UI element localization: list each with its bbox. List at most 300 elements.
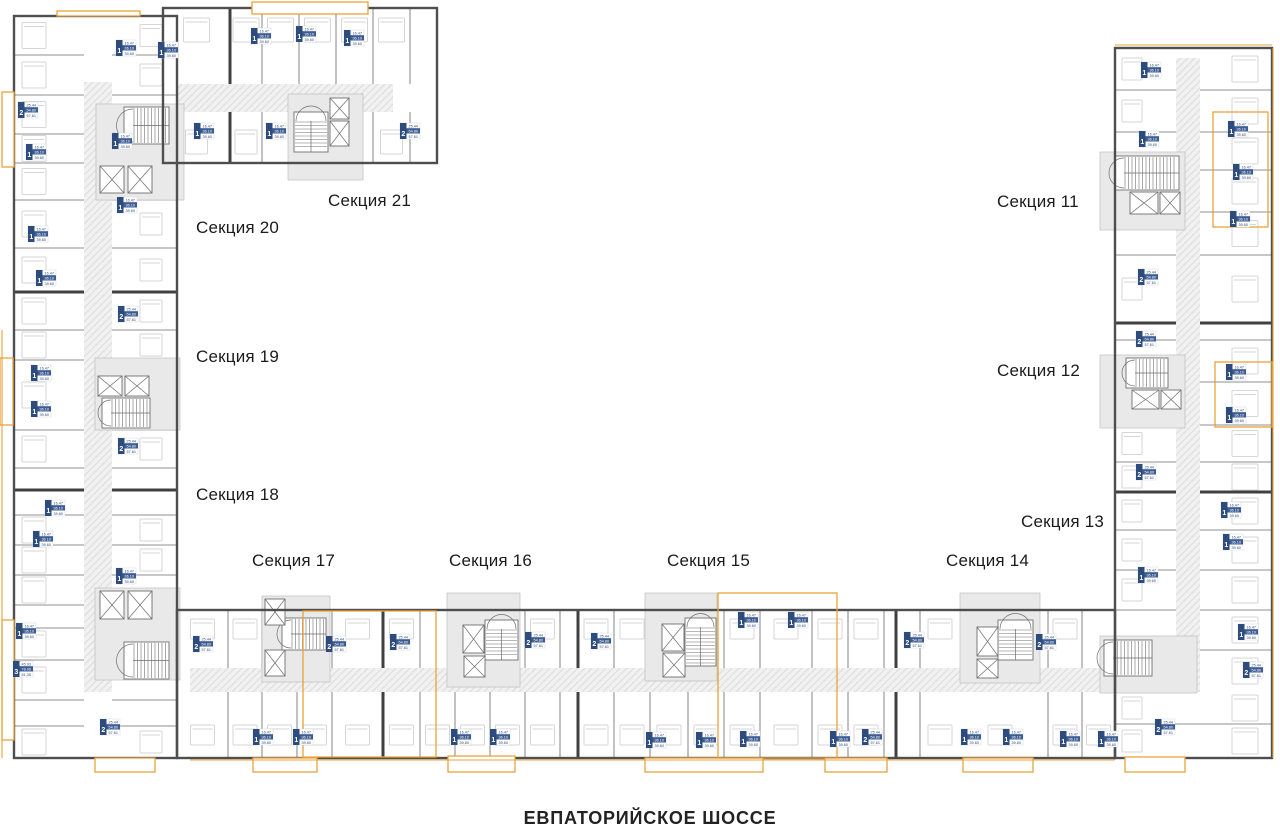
- svg-text:39.60: 39.60: [304, 37, 315, 42]
- svg-text:54.80: 54.80: [1044, 640, 1055, 645]
- svg-text:39.60: 39.60: [1246, 635, 1257, 640]
- svg-text:39.60: 39.60: [748, 742, 759, 747]
- svg-text:2: 2: [119, 446, 124, 454]
- svg-text:2: 2: [194, 644, 199, 652]
- svg-text:16.47: 16.47: [1011, 730, 1022, 735]
- svg-text:2: 2: [401, 131, 406, 139]
- apartment-badge[interactable]: [1155, 719, 1175, 735]
- apartment-badge[interactable]: [1233, 164, 1253, 180]
- svg-text:39.60: 39.60: [1229, 513, 1240, 518]
- svg-text:57.61: 57.61: [599, 644, 610, 649]
- svg-text:39.60: 39.60: [1149, 73, 1160, 78]
- apartment-badge[interactable]: [45, 500, 65, 516]
- apartment-badge[interactable]: [740, 731, 760, 747]
- svg-text:36.10: 36.10: [202, 129, 213, 134]
- svg-text:25.44: 25.44: [912, 633, 923, 638]
- apartment-badge[interactable]: [1230, 211, 1250, 227]
- svg-text:36.10: 36.10: [969, 735, 980, 740]
- svg-text:1: 1: [159, 50, 164, 58]
- svg-text:57.61: 57.61: [108, 730, 119, 735]
- svg-text:57.61: 57.61: [26, 113, 37, 118]
- apartment-badge[interactable]: [451, 729, 471, 745]
- svg-text:39.60: 39.60: [654, 743, 665, 748]
- svg-text:39.60: 39.60: [53, 511, 64, 516]
- svg-text:36.10: 36.10: [274, 129, 285, 134]
- svg-text:16.47: 16.47: [1229, 503, 1240, 508]
- svg-text:36.10: 36.10: [39, 371, 50, 376]
- svg-text:36.10: 36.10: [748, 737, 759, 742]
- apartment-badge[interactable]: [266, 123, 286, 139]
- apartment-badge[interactable]: [961, 729, 981, 745]
- svg-text:16.47: 16.47: [1147, 132, 1158, 137]
- svg-text:16.47: 16.47: [44, 271, 55, 276]
- svg-text:16.47: 16.47: [120, 134, 131, 139]
- svg-text:1: 1: [1061, 739, 1066, 747]
- svg-text:36.10: 36.10: [301, 735, 312, 740]
- section-label-13: Секция 13: [1021, 512, 1105, 531]
- svg-text:2: 2: [119, 314, 124, 322]
- svg-text:36.10: 36.10: [261, 735, 272, 740]
- svg-text:1: 1: [37, 278, 42, 286]
- svg-text:2: 2: [526, 640, 531, 648]
- svg-text:2: 2: [327, 644, 332, 652]
- svg-text:39.60: 39.60: [838, 742, 849, 747]
- svg-text:78.06: 78.06: [21, 667, 32, 672]
- apartment-badge[interactable]: [116, 568, 136, 584]
- section-label-15: Секция 15: [667, 551, 751, 570]
- svg-text:2: 2: [1037, 642, 1042, 650]
- apartment-badge[interactable]: [344, 30, 364, 46]
- apartment-badge[interactable]: [1036, 634, 1056, 650]
- svg-text:25.44: 25.44: [398, 635, 409, 640]
- apartment-badge[interactable]: [116, 40, 136, 56]
- svg-text:39.60: 39.60: [166, 53, 177, 58]
- apartment-badge[interactable]: [1136, 331, 1156, 347]
- svg-text:36.10: 36.10: [1146, 573, 1157, 578]
- svg-text:16.47: 16.47: [304, 27, 315, 32]
- svg-text:2: 2: [592, 641, 597, 649]
- svg-text:57.61: 57.61: [126, 317, 137, 322]
- svg-text:25.44: 25.44: [1144, 332, 1155, 337]
- svg-text:39.60: 39.60: [1234, 375, 1245, 380]
- svg-text:39.60: 39.60: [261, 740, 272, 745]
- svg-text:2: 2: [1137, 472, 1142, 480]
- apartment-badge[interactable]: [1136, 464, 1156, 480]
- svg-text:39.60: 39.60: [274, 134, 285, 139]
- svg-text:57.61: 57.61: [1144, 475, 1155, 480]
- svg-text:16.47: 16.47: [274, 124, 285, 129]
- svg-text:39.60: 39.60: [969, 740, 980, 745]
- svg-text:39.60: 39.60: [259, 39, 270, 44]
- svg-text:36.10: 36.10: [459, 735, 470, 740]
- svg-text:2: 2: [391, 642, 396, 650]
- svg-text:39.60: 39.60: [44, 281, 55, 286]
- apartment-badge[interactable]: [193, 636, 213, 652]
- svg-text:39.60: 39.60: [704, 743, 715, 748]
- svg-text:16.47: 16.47: [459, 730, 470, 735]
- apartment-badge[interactable]: [1226, 407, 1246, 423]
- svg-text:36.10: 36.10: [1246, 630, 1257, 635]
- svg-text:39.60: 39.60: [1011, 740, 1022, 745]
- svg-text:36.10: 36.10: [166, 48, 177, 53]
- apartment-badge[interactable]: [28, 226, 48, 242]
- svg-text:16.47: 16.47: [39, 366, 50, 371]
- svg-text:54.80: 54.80: [1146, 275, 1157, 280]
- apartment-badge[interactable]: [1221, 502, 1241, 518]
- svg-text:36.10: 36.10: [44, 276, 55, 281]
- svg-text:1: 1: [962, 737, 967, 745]
- svg-text:54.80: 54.80: [1163, 725, 1174, 730]
- svg-text:2: 2: [101, 727, 106, 735]
- apartment-badge[interactable]: [390, 634, 410, 650]
- svg-text:2: 2: [905, 640, 910, 648]
- svg-text:16.47: 16.47: [1234, 408, 1245, 413]
- svg-text:39.60: 39.60: [1146, 578, 1157, 583]
- apartment-badge[interactable]: [13, 661, 33, 677]
- svg-text:1: 1: [297, 34, 302, 42]
- apartment-badge[interactable]: [100, 719, 120, 735]
- svg-text:16.47: 16.47: [24, 624, 35, 629]
- svg-text:16.47: 16.47: [259, 29, 270, 34]
- svg-text:54.80: 54.80: [1144, 470, 1155, 475]
- svg-text:1: 1: [267, 131, 272, 139]
- apartment-badge[interactable]: [293, 729, 313, 745]
- svg-text:36.10: 36.10: [1234, 370, 1245, 375]
- apartment-badge[interactable]: [788, 612, 808, 628]
- apartment-badge[interactable]: [1223, 534, 1243, 550]
- apartment-badge[interactable]: [591, 633, 611, 649]
- svg-text:57.61: 57.61: [1163, 730, 1174, 735]
- svg-text:25.44: 25.44: [1251, 663, 1262, 668]
- svg-text:36.10: 36.10: [304, 32, 315, 37]
- svg-text:25.44: 25.44: [126, 307, 137, 312]
- svg-text:2: 2: [1137, 339, 1142, 347]
- svg-text:16.47: 16.47: [746, 613, 757, 618]
- svg-text:54.80: 54.80: [1251, 668, 1262, 673]
- apartment-badge[interactable]: [26, 144, 46, 160]
- svg-text:2: 2: [1244, 670, 1249, 678]
- svg-text:2: 2: [863, 737, 868, 745]
- svg-text:1: 1: [1140, 139, 1145, 147]
- svg-text:1: 1: [1234, 172, 1239, 180]
- svg-text:16.47: 16.47: [39, 402, 50, 407]
- apartment-badge[interactable]: [830, 731, 850, 747]
- svg-text:16.47: 16.47: [41, 532, 52, 537]
- apartment-badge[interactable]: [1139, 131, 1159, 147]
- svg-text:54.80: 54.80: [599, 639, 610, 644]
- apartment-badge[interactable]: [31, 365, 51, 381]
- svg-text:1: 1: [17, 631, 22, 639]
- svg-text:39.60: 39.60: [1231, 545, 1242, 550]
- svg-text:1: 1: [117, 576, 122, 584]
- svg-text:16.47: 16.47: [1106, 732, 1117, 737]
- svg-text:39.60: 39.60: [124, 51, 135, 56]
- svg-text:16.47: 16.47: [498, 730, 509, 735]
- svg-text:1: 1: [1139, 575, 1144, 583]
- svg-text:16.47: 16.47: [1231, 535, 1242, 540]
- svg-text:57.61: 57.61: [1146, 280, 1157, 285]
- section-label-12: Секция 12: [997, 361, 1081, 380]
- svg-text:1: 1: [1004, 737, 1009, 745]
- svg-text:25.44: 25.44: [334, 637, 345, 642]
- svg-text:1: 1: [647, 740, 652, 748]
- svg-text:45.93: 45.93: [21, 662, 32, 667]
- svg-text:36.10: 36.10: [1238, 217, 1249, 222]
- apartment-badge[interactable]: [326, 636, 346, 652]
- apartment-badge[interactable]: [1138, 269, 1158, 285]
- svg-text:1: 1: [697, 740, 702, 748]
- svg-text:36.10: 36.10: [704, 738, 715, 743]
- svg-text:39.60: 39.60: [1106, 742, 1117, 747]
- svg-text:1: 1: [1239, 632, 1244, 640]
- svg-text:81.35: 81.35: [21, 672, 32, 677]
- svg-text:16.47: 16.47: [352, 31, 363, 36]
- svg-text:1: 1: [34, 539, 39, 547]
- svg-text:25.44: 25.44: [408, 124, 419, 129]
- svg-text:54.80: 54.80: [912, 638, 923, 643]
- svg-text:1: 1: [739, 620, 744, 628]
- section-label-19: Секция 19: [196, 347, 280, 366]
- svg-text:54.80: 54.80: [334, 642, 345, 647]
- svg-text:1: 1: [831, 739, 836, 747]
- svg-text:2: 2: [19, 110, 24, 118]
- apartment-badge[interactable]: [1141, 62, 1161, 78]
- svg-text:39.60: 39.60: [1068, 742, 1079, 747]
- svg-text:54.80: 54.80: [108, 725, 119, 730]
- svg-text:16.47: 16.47: [1236, 122, 1247, 127]
- svg-text:39.60: 39.60: [202, 134, 213, 139]
- apartment-badge[interactable]: [18, 102, 38, 118]
- apartment-badge[interactable]: [118, 438, 138, 454]
- svg-text:16.47: 16.47: [1234, 365, 1245, 370]
- svg-text:36.10: 36.10: [24, 629, 35, 634]
- svg-text:25.44: 25.44: [126, 439, 137, 444]
- svg-text:54.80: 54.80: [533, 638, 544, 643]
- svg-text:16.47: 16.47: [1068, 732, 1079, 737]
- svg-text:16.47: 16.47: [1146, 568, 1157, 573]
- apartment-badge[interactable]: [738, 612, 758, 628]
- svg-text:36.10: 36.10: [1236, 127, 1247, 132]
- svg-text:1: 1: [491, 737, 496, 745]
- apartment-badge[interactable]: [194, 123, 214, 139]
- section-label-14: Секция 14: [946, 551, 1030, 570]
- svg-text:57.61: 57.61: [870, 740, 881, 745]
- svg-text:1: 1: [254, 737, 259, 745]
- svg-text:39.60: 39.60: [1238, 222, 1249, 227]
- svg-text:1: 1: [195, 131, 200, 139]
- svg-text:54.80: 54.80: [408, 129, 419, 134]
- svg-text:25.44: 25.44: [1044, 635, 1055, 640]
- svg-text:1: 1: [1099, 739, 1104, 747]
- svg-text:39.60: 39.60: [459, 740, 470, 745]
- svg-text:16.47: 16.47: [125, 198, 136, 203]
- apartment-badge[interactable]: [1138, 567, 1158, 583]
- apartment-badge[interactable]: [16, 623, 36, 639]
- apartment-badge[interactable]: [400, 123, 420, 139]
- svg-text:57.61: 57.61: [1251, 673, 1262, 678]
- apartment-badge[interactable]: [251, 28, 271, 44]
- section-label-17: Секция 17: [252, 551, 336, 570]
- apartment-badge[interactable]: [1228, 121, 1248, 137]
- svg-text:36.10: 36.10: [41, 537, 52, 542]
- svg-text:1: 1: [452, 737, 457, 745]
- svg-text:25.44: 25.44: [1146, 270, 1157, 275]
- section-label-11: Секция 11: [997, 192, 1079, 211]
- svg-text:16.47: 16.47: [1149, 63, 1160, 68]
- svg-text:1: 1: [1224, 542, 1229, 550]
- svg-text:16.47: 16.47: [124, 569, 135, 574]
- svg-text:39.60: 39.60: [301, 740, 312, 745]
- svg-text:39.60: 39.60: [24, 634, 35, 639]
- svg-text:36.10: 36.10: [124, 46, 135, 51]
- apartment-badge[interactable]: [1003, 729, 1023, 745]
- apartment-badge[interactable]: [158, 42, 178, 58]
- svg-text:36.10: 36.10: [1231, 540, 1242, 545]
- svg-text:54.80: 54.80: [870, 735, 881, 740]
- svg-text:16.47: 16.47: [1241, 165, 1252, 170]
- svg-text:57.61: 57.61: [126, 449, 137, 454]
- svg-text:36.10: 36.10: [796, 618, 807, 623]
- svg-text:1: 1: [46, 508, 51, 516]
- svg-text:36.10: 36.10: [53, 506, 64, 511]
- svg-text:54.80: 54.80: [126, 444, 137, 449]
- svg-text:36.10: 36.10: [1068, 737, 1079, 742]
- svg-text:1: 1: [789, 620, 794, 628]
- apartment-badge[interactable]: [490, 729, 510, 745]
- svg-text:36.10: 36.10: [1149, 68, 1160, 73]
- svg-text:1: 1: [1142, 70, 1147, 78]
- svg-text:1: 1: [29, 234, 34, 242]
- svg-text:36.10: 36.10: [838, 737, 849, 742]
- svg-text:36.10: 36.10: [125, 203, 136, 208]
- apartment-badge[interactable]: [525, 632, 545, 648]
- svg-text:36.10: 36.10: [124, 574, 135, 579]
- section-label-16: Секция 16: [449, 551, 533, 570]
- apartment-badge[interactable]: [296, 26, 316, 42]
- apartment-badge[interactable]: [33, 531, 53, 547]
- svg-text:39.60: 39.60: [498, 740, 509, 745]
- svg-text:1: 1: [252, 36, 257, 44]
- apartment-badge[interactable]: [112, 133, 132, 149]
- svg-text:16.47: 16.47: [969, 730, 980, 735]
- svg-text:1: 1: [1231, 219, 1236, 227]
- svg-text:54.80: 54.80: [201, 642, 212, 647]
- apartment-badge[interactable]: [31, 401, 51, 417]
- svg-text:39.60: 39.60: [125, 208, 136, 213]
- svg-text:16.47: 16.47: [838, 732, 849, 737]
- apartment-badge[interactable]: [646, 732, 666, 748]
- svg-text:25.44: 25.44: [26, 103, 37, 108]
- apartment-badge[interactable]: [118, 306, 138, 322]
- svg-text:1: 1: [1222, 510, 1227, 518]
- apartment-badge[interactable]: [862, 729, 882, 745]
- svg-text:36.10: 36.10: [352, 36, 363, 41]
- svg-text:16.47: 16.47: [1246, 625, 1257, 630]
- apartment-badge[interactable]: [1243, 662, 1263, 678]
- apartment-badge[interactable]: [36, 270, 56, 286]
- svg-text:57.61: 57.61: [1044, 645, 1055, 650]
- svg-text:25.44: 25.44: [1163, 720, 1174, 725]
- apartment-badge[interactable]: [117, 197, 137, 213]
- svg-text:39.60: 39.60: [1241, 175, 1252, 180]
- svg-text:16.47: 16.47: [36, 227, 47, 232]
- svg-text:25.44: 25.44: [108, 720, 119, 725]
- svg-text:57.61: 57.61: [398, 645, 409, 650]
- svg-text:36.10: 36.10: [36, 232, 47, 237]
- svg-text:39.60: 39.60: [1236, 132, 1247, 137]
- svg-text:36.10: 36.10: [1011, 735, 1022, 740]
- svg-text:36.10: 36.10: [1241, 170, 1252, 175]
- svg-text:39.60: 39.60: [120, 144, 131, 149]
- apartment-badge[interactable]: [1098, 731, 1118, 747]
- section-label-18: Секция 18: [196, 485, 280, 504]
- svg-text:57.61: 57.61: [334, 647, 345, 652]
- svg-text:1: 1: [294, 737, 299, 745]
- svg-text:16.47: 16.47: [1238, 212, 1249, 217]
- apartment-badge[interactable]: [696, 732, 716, 748]
- street-label: ЕВПАТОРИЙСКОЕ ШОССЕ: [523, 808, 777, 828]
- svg-text:16.47: 16.47: [34, 145, 45, 150]
- svg-text:2: 2: [1156, 727, 1161, 735]
- svg-text:1: 1: [117, 48, 122, 56]
- svg-text:1: 1: [118, 205, 123, 213]
- svg-text:1: 1: [345, 38, 350, 46]
- apartment-badge[interactable]: [253, 729, 273, 745]
- section-label-21: Секция 21: [328, 191, 412, 210]
- svg-text:1: 1: [27, 152, 32, 160]
- svg-text:57.61: 57.61: [912, 643, 923, 648]
- svg-text:39.60: 39.60: [124, 579, 135, 584]
- svg-text:57.61: 57.61: [201, 647, 212, 652]
- svg-text:25.44: 25.44: [1144, 465, 1155, 470]
- svg-text:54.80: 54.80: [26, 108, 37, 113]
- svg-text:36.10: 36.10: [259, 34, 270, 39]
- svg-text:1: 1: [1229, 129, 1234, 137]
- svg-text:16.47: 16.47: [124, 41, 135, 46]
- svg-text:39.60: 39.60: [36, 237, 47, 242]
- svg-text:36.10: 36.10: [746, 618, 757, 623]
- svg-text:1: 1: [1227, 415, 1232, 423]
- svg-text:39.60: 39.60: [1147, 142, 1158, 147]
- svg-text:1: 1: [1227, 372, 1232, 380]
- svg-text:54.80: 54.80: [398, 640, 409, 645]
- svg-text:25.44: 25.44: [599, 634, 610, 639]
- apartment-badge[interactable]: [1060, 731, 1080, 747]
- svg-text:57.61: 57.61: [408, 134, 419, 139]
- svg-text:36.10: 36.10: [39, 407, 50, 412]
- svg-text:36.10: 36.10: [498, 735, 509, 740]
- svg-text:36.10: 36.10: [1229, 508, 1240, 513]
- apartment-badge[interactable]: [904, 632, 924, 648]
- apartment-badge[interactable]: [1238, 624, 1258, 640]
- svg-text:36.10: 36.10: [1106, 737, 1117, 742]
- svg-text:25.44: 25.44: [201, 637, 212, 642]
- svg-text:54.80: 54.80: [1144, 337, 1155, 342]
- svg-text:36.10: 36.10: [654, 738, 665, 743]
- svg-text:36.10: 36.10: [120, 139, 131, 144]
- svg-text:25.44: 25.44: [870, 730, 881, 735]
- svg-text:2: 2: [1139, 277, 1144, 285]
- svg-text:1: 1: [113, 141, 118, 149]
- svg-text:16.47: 16.47: [654, 733, 665, 738]
- svg-text:16.47: 16.47: [261, 730, 272, 735]
- svg-text:39.60: 39.60: [352, 41, 363, 46]
- svg-text:3: 3: [14, 669, 19, 677]
- svg-text:16.47: 16.47: [796, 613, 807, 618]
- apartment-badge[interactable]: [1226, 364, 1246, 380]
- svg-text:16.47: 16.47: [202, 124, 213, 129]
- svg-text:39.60: 39.60: [1234, 418, 1245, 423]
